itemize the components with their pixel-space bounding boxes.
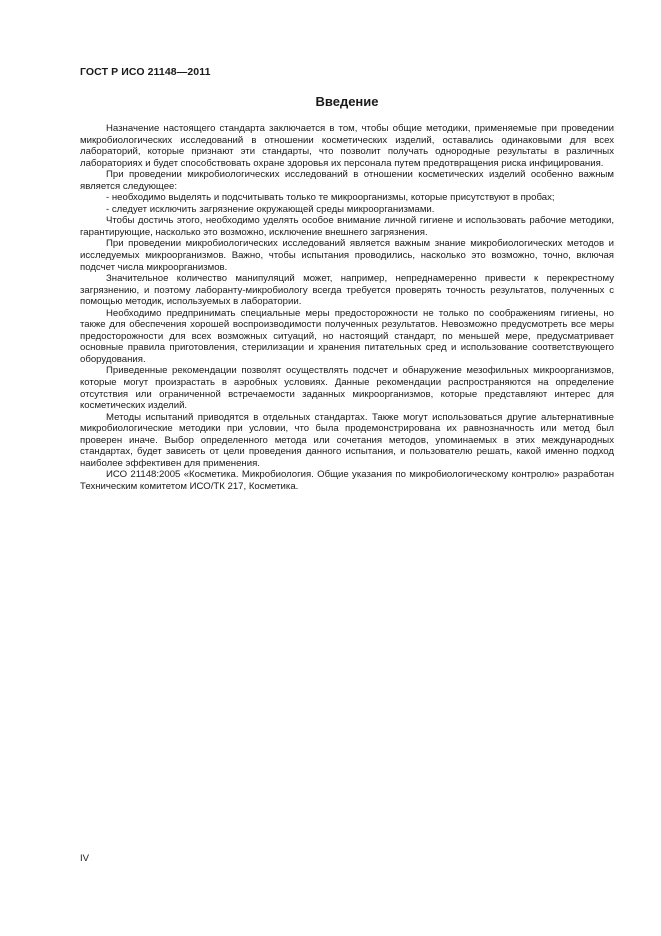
paragraph: ИСО 21148:2005 «Косметика. Микробиология. Общие указания по микробиологическому контролю» разработан Техническим комитетом ИСО/ТК 217, Косметика. (80, 469, 614, 492)
paragraph: Чтобы достичь этого, необходимо уделять особое внимание личной гигиене и использовать рабочие методики, гарантирующие, насколько это возможно, исключение внешнего загрязнения. (80, 215, 614, 238)
list-item: - следует исключить загрязнение окружающей среды микроорганизмами. (106, 203, 435, 215)
paragraph: При проведении микробиологических исследований в отношении косметических изделий особенно важным является следующее: (80, 169, 614, 192)
document-identifier: ГОСТ Р ИСО 21148—2011 (80, 66, 211, 78)
list-item: - необходимо выделять и подсчитывать только те микроорганизмы, которые присутствуют в пробах; (106, 192, 555, 204)
paragraph: Необходимо предпринимать специальные меры предосторожности не только по соображениям гигиены, но также для обеспечения хорошей воспроизводимости полученных результатов. Невозможно предусмотреть все меры предосторожности для всех возможных ситуаций, но настоящий стандарт, по меньшей мере, предусматривает основные правила приготовления, стерилизации и хранения питательных сред и использование соответствующего оборудования. (80, 307, 614, 365)
body-text (80, 123, 614, 493)
paragraph: Назначение настоящего стандарта заключается в том, чтобы общие методики, применяемые при проведении микробиологических исследований в отношении косметических изделий, оставались одинаковыми для всех лабораторий, которые признают эти стандарты, что позволит получать однородные результаты в различных лабораториях и будет способствовать охране здоровья их персонала путем предотвращения риска инфицирования. (80, 123, 614, 169)
paragraph: При проведении микробиологических исследований является важным знание микробиологических методов и исследуемых микроорганизмов. Важно, чтобы испытания проводились, насколько это возможно, точно, включая подсчет числа микроорганизмов. (80, 238, 614, 273)
paragraph: Значительное количество манипуляций может, например, непреднамеренно привести к перекрестному загрязнению, и поэтому лаборанту-микробиологу всегда требуется проверять точность результатов, полученных с помощью методик, используемых в лаборатории. (80, 273, 614, 308)
paragraph: Методы испытаний приводятся в отдельных стандартах. Также могут использоваться другие альтернативные микробиологические методики при условии, что была продемонстрирована их равнозначность или метод был проверен иначе. Выбор определенного метода или сочетания методов, упоминаемых в этих международных стандартах, будет зависеть от цели проведения данного испытания, и пользователю решать, какой именно подход наиболее эффективен для применения. (80, 411, 614, 469)
section-title: Введение (315, 94, 379, 109)
paragraph: Приведенные рекомендации позволят осуществлять подсчет и обнаружение мезофильных микроорганизмов, которые могут произрастать в аэробных условиях. Данные рекомендации распространяются на определение отсутствия или ограниченной встречаемости заданных микроорганизмов, которые представляют интерес для косметических изделий. (80, 365, 614, 412)
page-number: IV (80, 853, 90, 864)
